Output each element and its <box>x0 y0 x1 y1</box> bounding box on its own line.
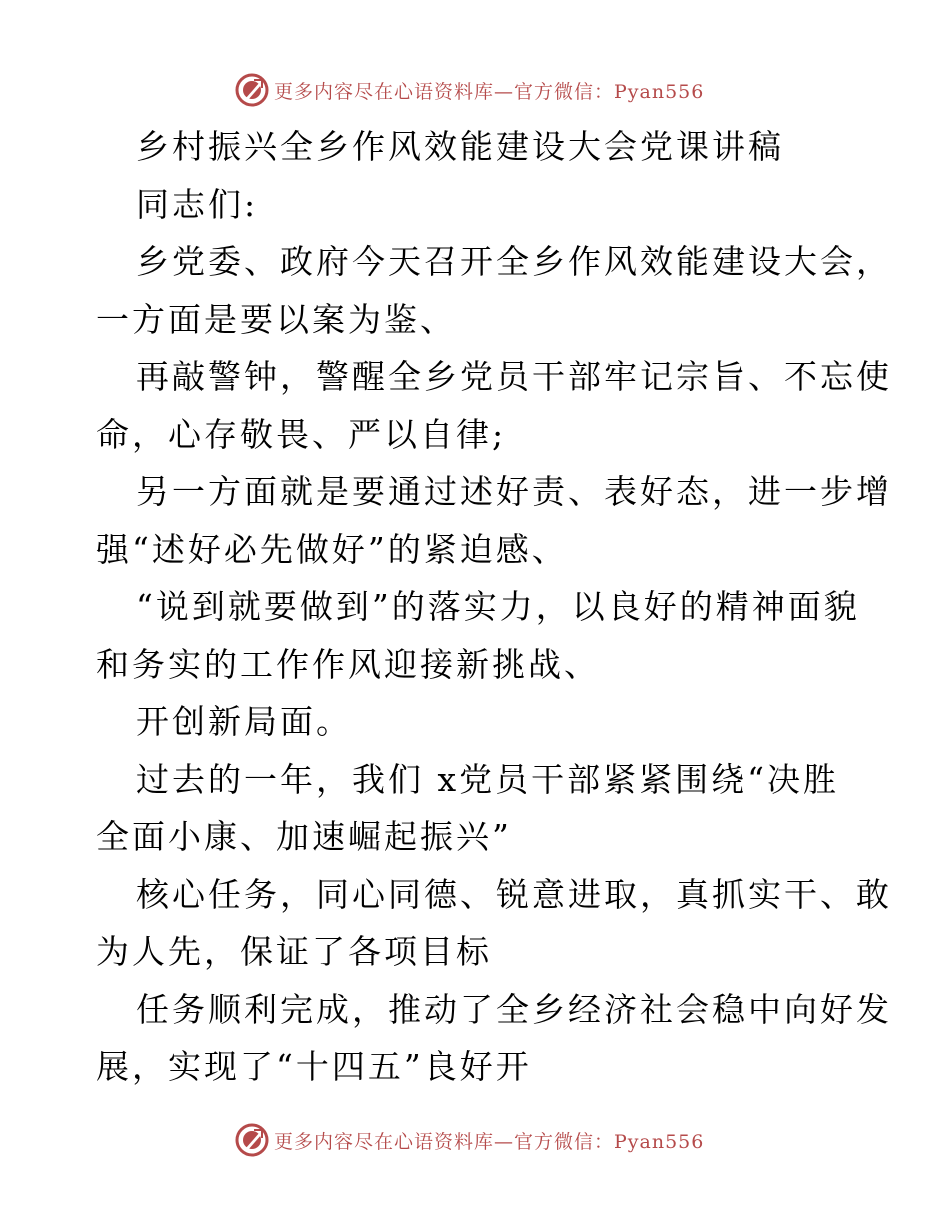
text-line: 再敲警钟，警醒全乡党员干部牢记宗旨、不忘使 <box>136 357 892 396</box>
text-line: 强“述好必先做好”的紧迫感、 <box>96 529 568 569</box>
text-line: 另一方面就是要通过述好责、表好态，进一步增 <box>136 472 892 511</box>
watermark-text: 更多内容尽在心语资料库—官方微信：Pyan556 <box>274 80 705 103</box>
text-line: 和务实的工作作风迎接新挑战、 <box>96 644 600 684</box>
quill-seal-icon <box>234 1122 270 1158</box>
document-body <box>96 118 892 1096</box>
text-line: “说到就要做到”的落实力，以良好的精神面貌 <box>136 587 860 626</box>
text-line: 乡党委、政府今天召开全乡作风效能建设大会， <box>136 242 892 281</box>
text-line: 开创新局面。 <box>136 702 352 741</box>
text-line: 命，心存敬畏、严以自律; <box>96 414 507 454</box>
watermark-text: 更多内容尽在心语资料库—官方微信：Pyan556 <box>274 1130 705 1153</box>
footer-watermark <box>234 1120 704 1160</box>
text-line: 为人先，保证了各项目标 <box>96 932 492 971</box>
text-line: 一方面是要以案为鉴、 <box>96 299 456 339</box>
text-line: 任务顺利完成，推动了全乡经济社会稳中向好发 <box>136 989 892 1029</box>
text-line: 过去的一年，我们 x党员干部紧紧围绕“决胜 <box>136 759 839 799</box>
text-line: 核心任务，同心同德、锐意进取，真抓实干、敢 <box>136 874 892 914</box>
header-watermark <box>234 70 704 110</box>
text-line: 乡村振兴全乡作风效能建设大会党课讲稿 <box>136 127 784 166</box>
text-line: 同志们: <box>136 184 259 224</box>
quill-seal-icon <box>234 72 270 108</box>
text-line: 展，实现了“十四五”良好开 <box>96 1047 532 1086</box>
text-line: 全面小康、加速崛起振兴” <box>96 817 512 856</box>
